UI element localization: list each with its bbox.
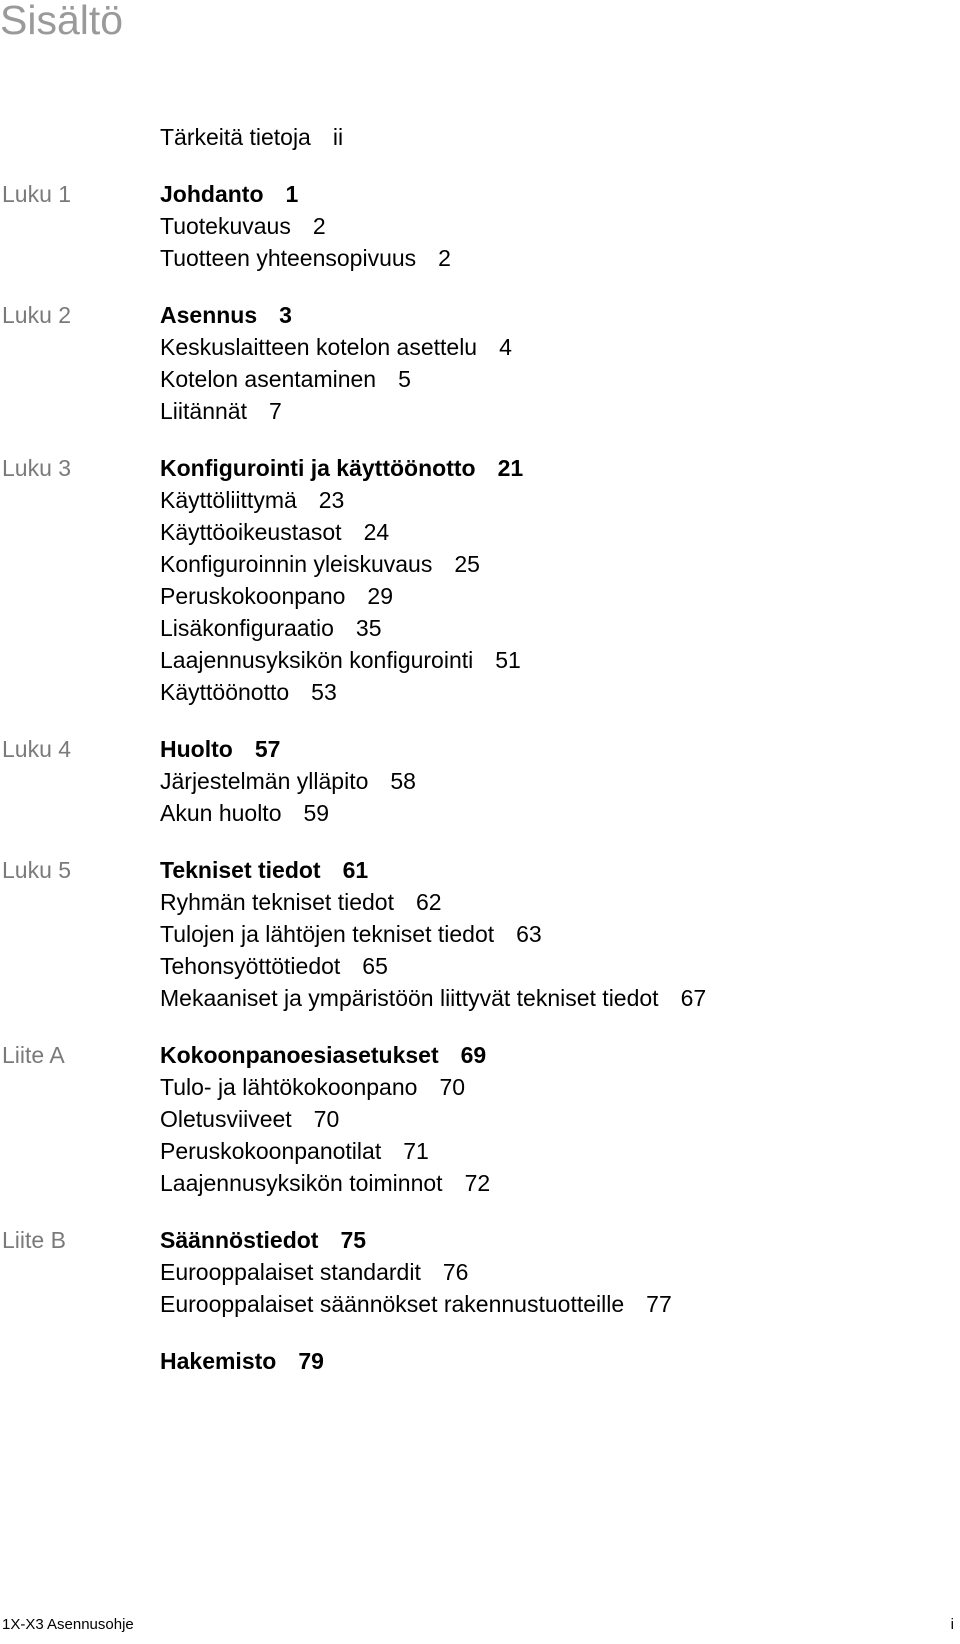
toc-entry-title: Säännöstiedot (160, 1227, 319, 1253)
toc-section-entry[interactable] (160, 486, 344, 514)
chapter-label: Luku 5 (2, 857, 72, 883)
toc-entry-title: Peruskokoonpanotilat (160, 1138, 382, 1164)
toc-section-entry[interactable] (160, 952, 388, 980)
page-title: Sisältö (0, 0, 124, 43)
chapter-label: Luku 2 (2, 302, 72, 328)
toc-entry-title: Tuotekuvaus (160, 213, 291, 239)
toc-section-entry[interactable] (160, 1073, 465, 1101)
toc-entry-title: Konfigurointi ja käyttöönotto (160, 455, 476, 481)
toc-entry-title: Eurooppalaiset säännökset rakennustuotteille (160, 1291, 625, 1317)
chapter-label: Luku 3 (2, 455, 72, 481)
toc-entry-page: 57 (254, 736, 281, 762)
toc-chapter-heading[interactable] (160, 301, 292, 329)
toc-section-entry[interactable] (160, 799, 329, 827)
toc-entry-title: Tuotteen yhteensopivuus (160, 245, 417, 271)
footer-document-name: 1X-X3 Asennusohje (2, 1616, 134, 1633)
toc-section-entry[interactable] (160, 244, 451, 272)
toc-section-entry[interactable] (160, 646, 521, 674)
toc-section-entry[interactable] (160, 614, 382, 642)
toc-entry-page: 62 (415, 889, 442, 915)
toc-entry-title: Tulo- ja lähtökokoonpano (160, 1074, 418, 1100)
toc-entry-page: 67 (680, 985, 707, 1011)
toc-entry-page: 59 (303, 800, 330, 826)
toc-entry-page: 4 (499, 334, 512, 360)
toc-front-entry[interactable] (160, 123, 343, 151)
toc-entry-title: Konfiguroinnin yleiskuvaus (160, 551, 433, 577)
toc-section-entry[interactable] (160, 1137, 429, 1165)
toc-entry-page: 35 (355, 615, 382, 641)
toc-entry-title: Ryhmän tekniset tiedot (160, 889, 394, 915)
toc-entry-page: 72 (464, 1170, 491, 1196)
toc-chapter-heading[interactable] (160, 1041, 486, 1069)
toc-entry-page: 2 (438, 245, 451, 271)
toc-entry-title: Huolto (160, 736, 233, 762)
toc-section-entry[interactable] (160, 212, 326, 240)
toc-entry-title: Liitännät (160, 398, 247, 424)
toc-entry-title: Tehonsyöttötiedot (160, 953, 341, 979)
toc-chapter-heading[interactable] (160, 180, 298, 208)
toc-entry-title: Tekniset tiedot (160, 857, 321, 883)
toc-chapter-heading[interactable] (160, 735, 280, 763)
toc-entry-title: Käyttöoikeustasot (160, 519, 342, 545)
toc-entry-title: Johdanto (160, 181, 264, 207)
toc-section-entry[interactable] (160, 365, 411, 393)
chapter-label: Luku 1 (2, 181, 72, 207)
toc-entry-page: 65 (362, 953, 388, 979)
toc-chapter-heading[interactable] (160, 1226, 366, 1254)
toc-entry-page: 5 (398, 366, 411, 392)
toc-entry-title: Käyttöliittymä (160, 487, 297, 513)
toc-section-entry[interactable] (160, 888, 442, 916)
toc-entry-page: 70 (313, 1106, 340, 1132)
toc-entry-page: 23 (318, 487, 345, 513)
toc-section-entry[interactable] (160, 1105, 339, 1133)
toc-section-entry[interactable] (160, 333, 512, 361)
toc-entry-page: 53 (311, 679, 337, 705)
toc-entry-page: 77 (646, 1291, 672, 1317)
toc-entry-page: 61 (342, 857, 369, 883)
toc-entry-title: Laajennusyksikön konfigurointi (160, 647, 474, 673)
toc-entry-title: Järjestelmän ylläpito (160, 768, 369, 794)
toc-entry-title: Tulojen ja lähtöjen tekniset tiedot (160, 921, 495, 947)
toc-chapter-heading[interactable] (160, 856, 368, 884)
toc-section-entry[interactable] (160, 984, 706, 1012)
toc-entry-title: Keskuslaitteen kotelon asettelu (160, 334, 478, 360)
toc-section-entry[interactable] (160, 550, 480, 578)
toc-index-entry[interactable] (160, 1347, 324, 1375)
toc-entry-title: Laajennusyksikön toiminnot (160, 1170, 443, 1196)
toc-entry-title: Akun huolto (160, 800, 282, 826)
toc-entry-page: 76 (442, 1259, 469, 1285)
toc-entry-page: 2 (312, 213, 326, 239)
toc-section-entry[interactable] (160, 920, 542, 948)
toc-entry-title: Peruskokoonpano (160, 583, 346, 609)
footer-page-number: i (950, 1616, 954, 1633)
toc-entry-title: Kotelon asentaminen (160, 366, 377, 392)
toc-entry-title: Kokoonpanoesiasetukset (160, 1042, 439, 1068)
toc-entry-page: 1 (285, 181, 299, 207)
toc-entry-page: 24 (363, 519, 390, 545)
toc-section-entry[interactable] (160, 767, 416, 795)
toc-entry-page: 75 (340, 1227, 367, 1253)
toc-section-entry[interactable] (160, 582, 393, 610)
toc-entry-page: 70 (439, 1074, 466, 1100)
toc-entry-page: 79 (298, 1348, 324, 1374)
toc-entry-page: 58 (390, 768, 416, 794)
chapter-label: Liite A (2, 1042, 65, 1068)
toc-entry-title: Eurooppalaiset standardit (160, 1259, 421, 1285)
toc-entry-title: Lisäkonfiguraatio (160, 615, 334, 641)
toc-entry-title: Oletusviiveet (160, 1106, 292, 1132)
toc-entry-page: 21 (497, 455, 524, 481)
toc-section-entry[interactable] (160, 1169, 490, 1197)
toc-entry-title: Mekaaniset ja ympäristöön liittyvät tekniset tiedot (160, 985, 659, 1011)
toc-section-entry[interactable] (160, 397, 282, 425)
toc-entry-page: 63 (516, 921, 542, 947)
toc-entry-title: Asennus (160, 302, 258, 328)
toc-entry-title: Käyttöönotto (160, 679, 290, 705)
toc-entry-page: 71 (403, 1138, 429, 1164)
chapter-label: Luku 4 (2, 736, 72, 762)
toc-entry-page: ii (332, 124, 344, 150)
chapter-label: Liite B (2, 1227, 66, 1253)
toc-entry-title: Hakemisto (160, 1348, 277, 1374)
toc-entry-page: 25 (454, 551, 480, 577)
toc-entry-title: Tärkeitä tietoja (160, 124, 311, 150)
toc-chapter-heading[interactable] (160, 454, 523, 482)
toc-section-entry[interactable] (160, 1258, 468, 1286)
toc-entry-page: 3 (279, 302, 292, 328)
toc-section-entry[interactable] (160, 518, 389, 546)
toc-entry-page: 7 (268, 398, 282, 424)
toc-section-entry[interactable] (160, 678, 337, 706)
toc-entry-page: 51 (495, 647, 521, 673)
toc-entry-page: 69 (460, 1042, 487, 1068)
toc-section-entry[interactable] (160, 1290, 672, 1318)
toc-entry-page: 29 (367, 583, 394, 609)
